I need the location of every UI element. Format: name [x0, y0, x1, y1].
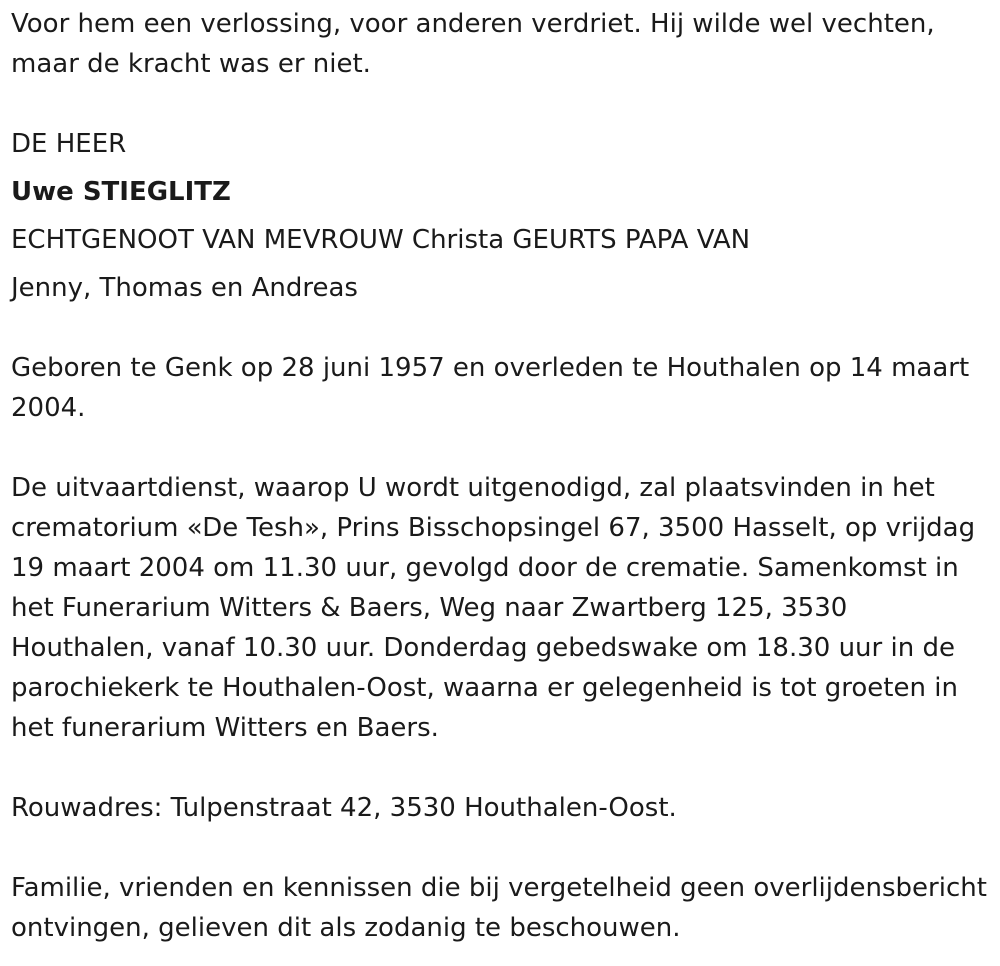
mourning-address: Rouwadres: Tulpenstraat 42, 3530 Houthalen-Oost. [11, 793, 677, 823]
spacer [11, 260, 993, 268]
spacer [11, 212, 993, 220]
deceased-name: Uwe STIEGLITZ [11, 177, 231, 207]
spacer [11, 428, 993, 468]
spacer [11, 164, 993, 172]
service-info-text: De uitvaartdienst, waarop U wordt uitgenodigd, zal plaatsvinden in het crematorium «De Tesh», Prins Bisschopsingel 67, 3500 Hasselt, op vrijdag 19 maart 2004 om 11.30 uur, gevolgd door de crematie. Samenkomst in het Funerarium Witters & Baers, Weg naar Zwartberg 125, 3530 Houthalen, vanaf 10.30 uur. Donderdag gebedswake om 18.30 uur in de parochiekerk te Houthalen-Oost, waarna er gelegenheid is tot groeten in het funerarium Witters en Baers. [11, 473, 976, 743]
spacer [11, 308, 993, 348]
children-line: Jenny, Thomas en Andreas [11, 273, 358, 303]
motto-text: Voor hem een verlossing, voor anderen verdriet. Hij wilde wel vechten, maar de kracht was er niet. [11, 9, 935, 79]
spacer [11, 84, 993, 124]
spacer [11, 748, 993, 788]
closing-note: Familie, vrienden en kennissen die bij vergetelheid geen overlijdensbericht ontvingen, gelieven dit als zodanig te beschouwen. [11, 873, 987, 943]
spacer [11, 828, 993, 868]
death-notice [11, 4, 993, 948]
spouse-line: ECHTGENOOT VAN MEVROUW Christa GEURTS PAPA VAN [11, 225, 751, 255]
birth-death-text: Geboren te Genk op 28 juni 1957 en overleden te Houthalen op 14 maart 2004. [11, 353, 970, 423]
title-line: DE HEER [11, 129, 127, 159]
